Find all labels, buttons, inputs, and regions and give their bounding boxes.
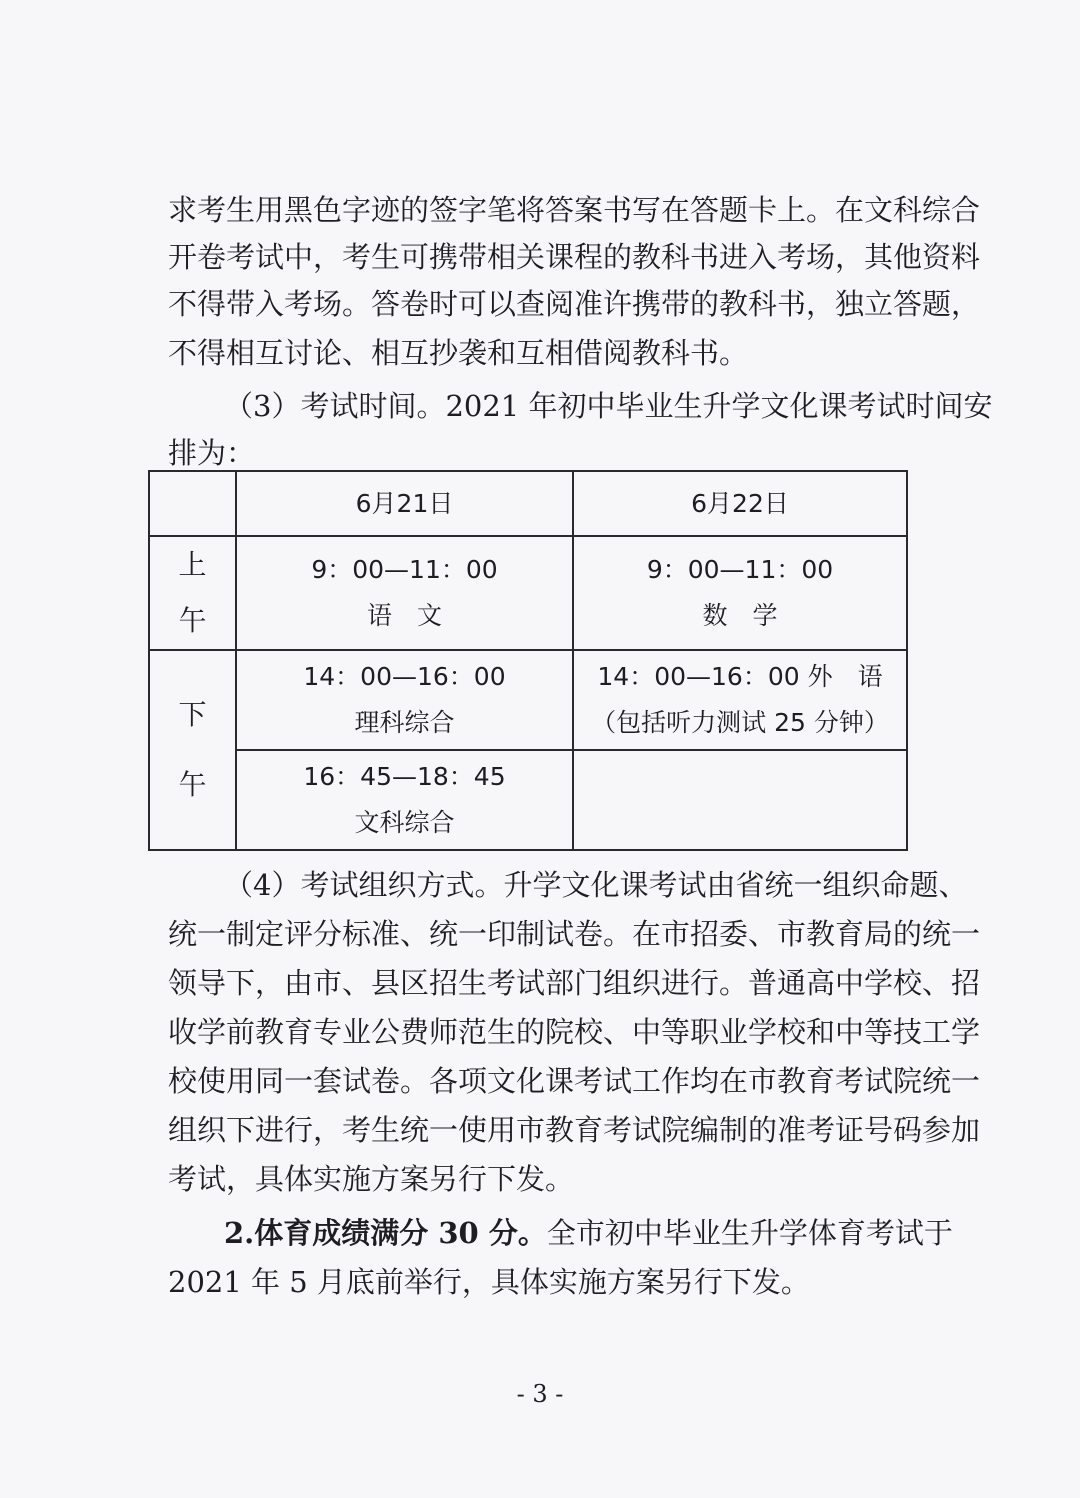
exam-subject: 数 学	[702, 601, 778, 630]
table-row-morning	[149, 536, 907, 650]
text-line: 不得带入考场。答卷时可以查阅准许携带的教科书，独立答题，	[168, 287, 981, 321]
exam-time: 16：45—18：45	[303, 762, 506, 791]
text-line: 2021 年 5 月底前举行，具体实施方案另行下发。	[168, 1265, 810, 1299]
header-day1: 6月21日	[236, 471, 573, 536]
pe-heading: 2.体育成绩满分 30 分。	[224, 1216, 547, 1250]
exam-subject: 理科综合	[354, 708, 455, 737]
table-corner-cell	[149, 471, 236, 536]
text-line: 排为：	[168, 436, 256, 470]
exam-subject: 语 文	[366, 601, 442, 630]
cell-day2-pm1	[573, 650, 907, 750]
cell-day1-am	[236, 536, 573, 650]
text-line: 考试，具体实施方案另行下发。	[168, 1162, 575, 1196]
text-line: 求考生用黑色字迹的签字笔将答案书写在答题卡上。在文科综合	[168, 193, 981, 227]
exam-time: 9：00—11：00	[311, 555, 498, 584]
text-line: （4）考试组织方式。升学文化课考试由省统一组织命题、	[224, 868, 968, 902]
afternoon-label: 下 午	[149, 650, 236, 850]
table-header-row	[149, 471, 907, 536]
text-line: 统一制定评分标准、统一印制试卷。在市招委、市教育局的统一	[168, 917, 981, 951]
page-number: - 3 -	[516, 1380, 564, 1408]
cell-day2-pm2-empty	[573, 750, 907, 850]
text-line	[168, 1213, 953, 1253]
exam-schedule-table	[148, 470, 908, 851]
header-day2: 6月22日	[573, 471, 907, 536]
pe-text: 全市初中毕业生升学体育考试于	[546, 1216, 953, 1250]
text-line: 校使用同一套试卷。各项文化课考试工作均在市教育考试院统一	[168, 1064, 981, 1098]
text-line: 收学前教育专业公费师范生的院校、中等职业学校和中等技工学	[168, 1015, 981, 1049]
exam-subject: （包括听力测试 25 分钟）	[591, 708, 889, 737]
text-line: 领导下，由市、县区招生考试部门组织进行。普通高中学校、招	[168, 966, 981, 1000]
exam-time: 9：00—11：00	[646, 555, 834, 584]
exam-time: 14：00—16：00 外 语	[597, 662, 883, 691]
text-line: 不得相互讨论、相互抄袭和互相借阅教科书。	[168, 336, 749, 370]
cell-day2-am	[573, 536, 907, 650]
exam-time: 14：00—16：00	[303, 662, 506, 691]
text-line: （3）考试时间。2021 年初中毕业生升学文化课考试时间安	[224, 389, 993, 423]
table-row-afternoon-1	[149, 650, 907, 750]
cell-day1-pm1	[236, 650, 573, 750]
morning-label: 上 午	[149, 536, 236, 650]
text-line: 开卷考试中，考生可携带相关课程的教科书进入考场，其他资料	[168, 240, 981, 274]
table-row-afternoon-2	[149, 750, 907, 850]
cell-day1-pm2	[236, 750, 573, 850]
text-line: 组织下进行，考生统一使用市教育考试院编制的准考证号码参加	[168, 1113, 981, 1147]
exam-subject: 文科综合	[354, 808, 455, 837]
